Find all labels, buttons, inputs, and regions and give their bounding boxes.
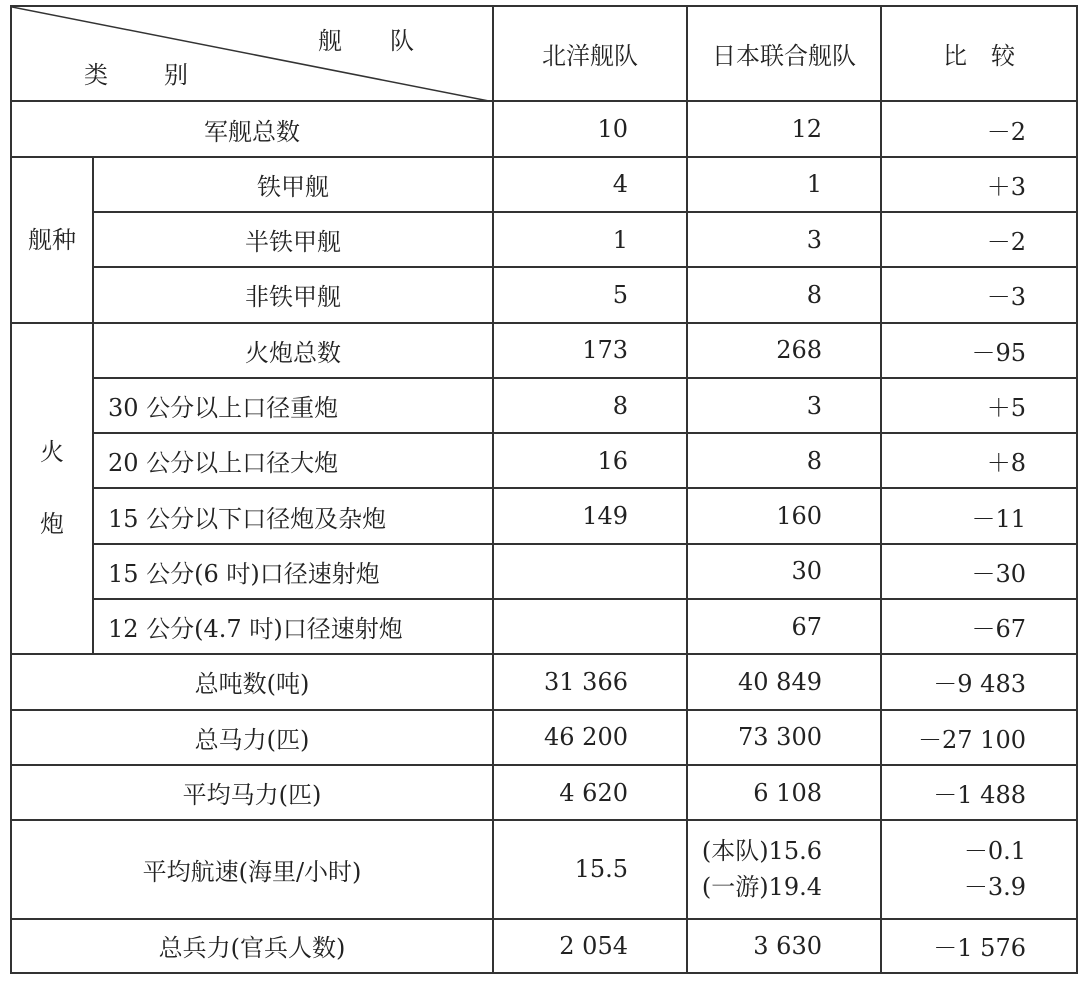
japan-value: 30 [687,544,881,599]
row-label: 火炮总数 [93,323,493,378]
japan-value-line: (一游)19.4 [701,873,822,902]
row-label: 15 公分以下口径炮及杂炮 [93,488,493,543]
compare-value: ＋8 [881,433,1077,488]
compare-value: －3 [881,267,1077,322]
japan-value [687,820,881,919]
beiyang-value: 4 [493,157,687,212]
diagonal-header-cell [11,6,493,101]
compare-value: ＋3 [881,157,1077,212]
beiyang-value: 5 [493,267,687,322]
japan-value: 8 [687,433,881,488]
col-header-compare: 比 较 [881,6,1077,101]
japan-value: 3 [687,378,881,433]
gun-group-label [11,323,93,655]
row-label: 军舰总数 [11,101,493,156]
table-row [11,488,1077,543]
compare-value: －2 [881,212,1077,267]
header-row [11,6,1077,101]
japan-value: 3 [687,212,881,267]
table-row [11,101,1077,156]
compare-value-line: －0.1 [963,837,1026,866]
fleet-header-label: 舰队 [318,27,462,55]
col-header-japan: 日本联合舰队 [687,6,881,101]
row-label: 总马力(匹) [11,710,493,765]
japan-value: 160 [687,488,881,543]
row-label: 铁甲舰 [93,157,493,212]
row-label: 平均航速(海里/小时) [11,820,493,919]
japan-value: 3 630 [687,919,881,973]
compare-value: －27 100 [881,710,1077,765]
beiyang-value: 149 [493,488,687,543]
japan-value: 268 [687,323,881,378]
table-row [11,267,1077,322]
japan-value: 8 [687,267,881,322]
group-char: 舰种 [28,225,76,254]
group-char: 炮 [40,510,64,539]
beiyang-value: 1 [493,212,687,267]
row-label: 15 公分(6 吋)口径速射炮 [93,544,493,599]
japan-value: 40 849 [687,654,881,709]
table-row [11,157,1077,212]
row-label: 12 公分(4.7 吋)口径速射炮 [93,599,493,654]
fleet-comparison-table [10,5,1078,974]
japan-value: 1 [687,157,881,212]
table-row [11,820,1077,919]
beiyang-value: 8 [493,378,687,433]
compare-value: －95 [881,323,1077,378]
beiyang-value: 4 620 [493,765,687,820]
compare-value: －9 483 [881,654,1077,709]
beiyang-value: 173 [493,323,687,378]
beiyang-value: 2 054 [493,919,687,973]
group-char: 火 [40,438,64,467]
compare-value: －30 [881,544,1077,599]
table-row [11,710,1077,765]
row-label: 30 公分以上口径重炮 [93,378,493,433]
table-row [11,378,1077,433]
table-row [11,654,1077,709]
row-label: 总吨数(吨) [11,654,493,709]
compare-value [881,820,1077,919]
ship-type-group-label [11,157,93,323]
compare-value: －1 488 [881,765,1077,820]
beiyang-value: 16 [493,433,687,488]
table-row [11,544,1077,599]
row-label: 总兵力(官兵人数) [11,919,493,973]
beiyang-value: 15.5 [493,820,687,919]
row-label: 平均马力(匹) [11,765,493,820]
compare-value: －11 [881,488,1077,543]
col-header-beiyang: 北洋舰队 [493,6,687,101]
compare-value: －67 [881,599,1077,654]
compare-value-line: －3.9 [963,873,1026,902]
beiyang-value: 10 [493,101,687,156]
row-label: 20 公分以上口径大炮 [93,433,493,488]
beiyang-value: 46 200 [493,710,687,765]
compare-value: －2 [881,101,1077,156]
japan-value: 67 [687,599,881,654]
table-row [11,323,1077,378]
beiyang-value: 31 366 [493,654,687,709]
japan-value-line: (本队)15.6 [701,837,822,866]
row-label: 非铁甲舰 [93,267,493,322]
beiyang-value [493,599,687,654]
beiyang-value [493,544,687,599]
japan-value: 6 108 [687,765,881,820]
japan-value: 73 300 [687,710,881,765]
table-row [11,919,1077,973]
compare-value: －1 576 [881,919,1077,973]
table-row [11,599,1077,654]
table-row [11,212,1077,267]
row-label: 半铁甲舰 [93,212,493,267]
category-header-label: 类别 [84,61,244,89]
table-row [11,765,1077,820]
table-row [11,433,1077,488]
japan-value: 12 [687,101,881,156]
compare-value: ＋5 [881,378,1077,433]
